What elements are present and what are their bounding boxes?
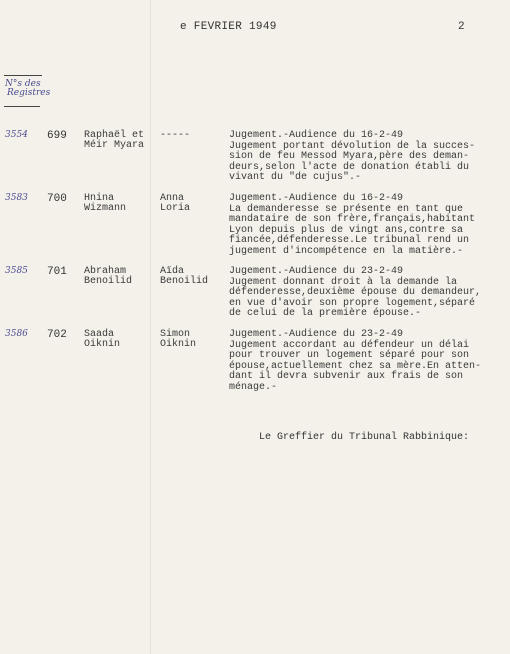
judgment-text: Jugement.-Audience du 16-2-49 Jugement portant dévolution de la succes- sion de feu Messod Myara,père des deman- deurs,selon l'acte de donation établi du vivant du "de cujus".- <box>229 130 476 183</box>
margin-column-label <box>5 80 50 98</box>
paper-fold <box>150 0 151 654</box>
entry-number: 702 <box>47 329 67 341</box>
entry-number: 700 <box>47 193 67 205</box>
judgment-text: Jugement.-Audience du 23-2-49 Jugement accordant au défendeur un délai pour trouver un logement séparé pour son épouse,actuellement chez sa mère.En atten- dant il devra subvenir aux frais de son ménage.- <box>229 329 482 393</box>
plaintiff-name: Abraham Benoilid <box>84 266 133 287</box>
margin-label-line2: Registres <box>7 88 51 98</box>
plaintiff-name: Raphaël et Méir Myara <box>84 130 145 151</box>
defendant-name: Anna Loria <box>160 193 191 214</box>
register-number: 3585 <box>5 266 28 276</box>
clerk-signature-line: Le Greffier du Tribunal Rabbinique: <box>259 432 470 443</box>
defendant-name: Aïda Benoilid <box>160 266 209 287</box>
register-number: 3583 <box>5 193 28 203</box>
defendant-name: Simon Oiknin <box>160 329 197 350</box>
entry-number: 701 <box>47 266 67 278</box>
margin-rule-top <box>4 75 42 76</box>
header-date: e FEVRIER 1949 <box>180 21 277 33</box>
judgment-text: Jugement.-Audience du 23-2-49 Jugement donnant droit à la demande la défenderesse,deuxième épouse du demandeur, en vue d'avoir son propre logement,séparé de celui de la première épouse.- <box>229 266 482 319</box>
register-number: 3586 <box>5 329 28 339</box>
judgment-text: Jugement.-Audience du 16-2-49 La demanderesse se présente en tant que mandataire de son frère,français,habitant Lyon depuis plus de vingt ans,contre sa fiancée,défenderesse.Le tribunal rend un jugement d'incompétence en la matière.- <box>229 193 476 257</box>
entry-number: 699 <box>47 130 67 142</box>
plaintiff-name: Hnina Wizmann <box>84 193 127 214</box>
register-number: 3554 <box>5 130 28 140</box>
defendant-name: ----- <box>160 130 191 141</box>
margin-rule-bottom <box>4 106 40 107</box>
margin-label-line1: N°s des <box>5 79 41 89</box>
page-number: 2 <box>458 21 465 33</box>
plaintiff-name: Saada Oiknin <box>84 329 121 350</box>
